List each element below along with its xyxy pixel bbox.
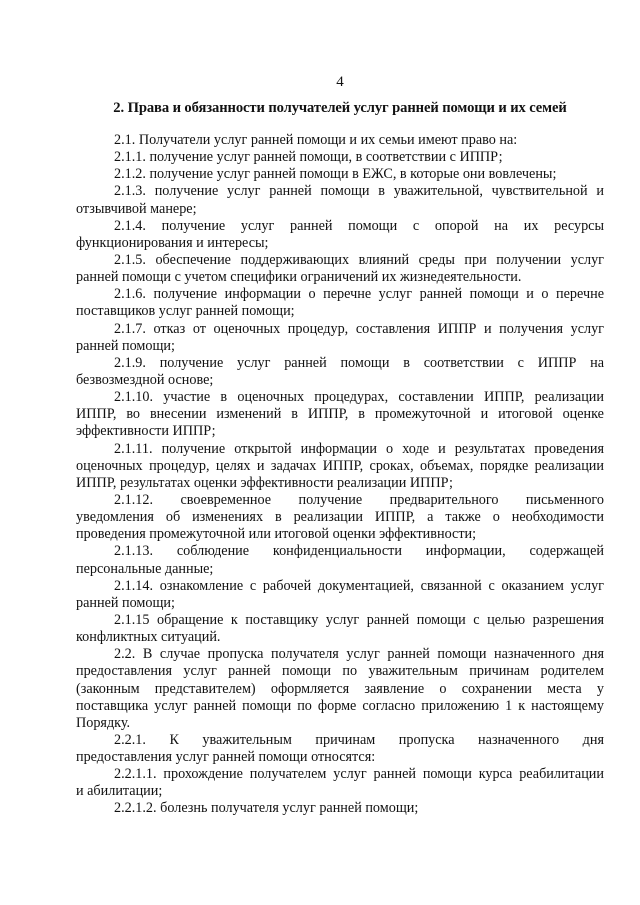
- text-line: ранней помощи;: [76, 594, 175, 611]
- section-heading: 2. Права и обязанности получателей услуг ранней помощи и их семей: [113, 100, 567, 116]
- text-line: 2.2.1.1. прохождение получателем услуг ранней помощи курса реабилитации: [114, 766, 604, 783]
- text-line: 2.1.10. участие в оценочных процедурах, составлении ИППР, реализации: [114, 389, 604, 406]
- text-line: персональные данные;: [76, 560, 214, 577]
- text-line: 2.1. Получатели услуг ранней помощи и их семьи имеют право на:: [114, 132, 518, 148]
- text-line: 2.1.11. получение открытой информации о ходе и результатах проведения: [114, 440, 604, 457]
- text-line: ИППР, результатах оценки эффективности реализации ИППР;: [76, 474, 453, 491]
- text-line: 2.1.7. отказ от оценочных процедур, составления ИППР и получения услуг: [114, 320, 604, 337]
- text-line: поставщиков услуг ранней помощи;: [76, 303, 295, 320]
- text-line: 2.1.1. получение услуг ранней помощи, в соответствии с ИППР;: [114, 149, 503, 166]
- text-line: ранней помощи с учетом специфики ограничений их жизнедеятельности.: [76, 269, 522, 286]
- text-line: предоставления услуг ранней помощи относятся:: [76, 749, 376, 766]
- text-line: (законным представителем) оформляется заявление о сохранении места у: [76, 680, 604, 697]
- text-line: 2.2.1. К уважительным причинам пропуска назначенного дня: [114, 731, 604, 748]
- text-line: ИППР, во внесении изменений в ИППР, в промежуточной и итоговой оценке: [76, 406, 604, 423]
- text-line: 2.1.3. получение услуг ранней помощи в уважительной, чувствительной и: [114, 183, 604, 200]
- text-line: 2.1.9. получение услуг ранней помощи в соответствии с ИППР на: [114, 354, 604, 371]
- text-line: уведомления об изменениях в реализации ИППР, а также о необходимости: [76, 509, 604, 526]
- text-line: 2.1.4. получение услуг ранней помощи с опорой на их ресурсы: [114, 217, 604, 234]
- text-line: 2.1.12. своевременное получение предварительного письменного: [114, 491, 604, 508]
- text-line: 2.1.5. обеспечение поддерживающих влияний среды при получении услуг: [114, 251, 604, 268]
- text-line: проведения промежуточной или итоговой оценки эффективности;: [76, 526, 477, 543]
- text-line: предоставления услуг ранней помощи по уважительным причинам родителем: [76, 663, 604, 680]
- text-line: 2.2.1.2. болезнь получателя услуг ранней помощи;: [114, 800, 419, 817]
- text-line: безвозмездной основе;: [76, 371, 214, 388]
- text-line: 2.1.2. получение услуг ранней помощи в ЕЖС, в которые они вовлечены;: [114, 166, 557, 183]
- text-line: 2.2. В случае пропуска получателя услуг ранней помощи назначенного дня: [114, 646, 604, 663]
- text-line: отзывчивой манере;: [76, 200, 197, 217]
- text-line: ранней помощи;: [76, 337, 175, 354]
- page-number: 4: [336, 74, 344, 90]
- text-line: оценочных процедур, целях и задачах ИППР, сроках, объемах, порядке реализации: [76, 457, 604, 474]
- text-line: функционирования и интересы;: [76, 234, 269, 251]
- text-line: 2.1.14. ознакомление с рабочей документацией, связанной с оказанием услуг: [114, 577, 604, 594]
- text-line: поставщика услуг ранней помощи по форме согласно приложению 1 к настоящему: [76, 697, 604, 714]
- text-line: конфликтных ситуаций.: [76, 629, 221, 646]
- text-line: эффективности ИППР;: [76, 423, 216, 440]
- text-line: 2.1.15 обращение к поставщику услуг ранней помощи с целью разрешения: [114, 611, 604, 628]
- section-body: [76, 132, 604, 818]
- text-line: 2.1.6. получение информации о перечне услуг ранней помощи и о перечне: [114, 286, 604, 303]
- text-line: 2.1.13. соблюдение конфиденциальности информации, содержащей: [114, 543, 604, 560]
- text-line: и абилитации;: [76, 783, 163, 800]
- text-line: Порядку.: [76, 714, 131, 731]
